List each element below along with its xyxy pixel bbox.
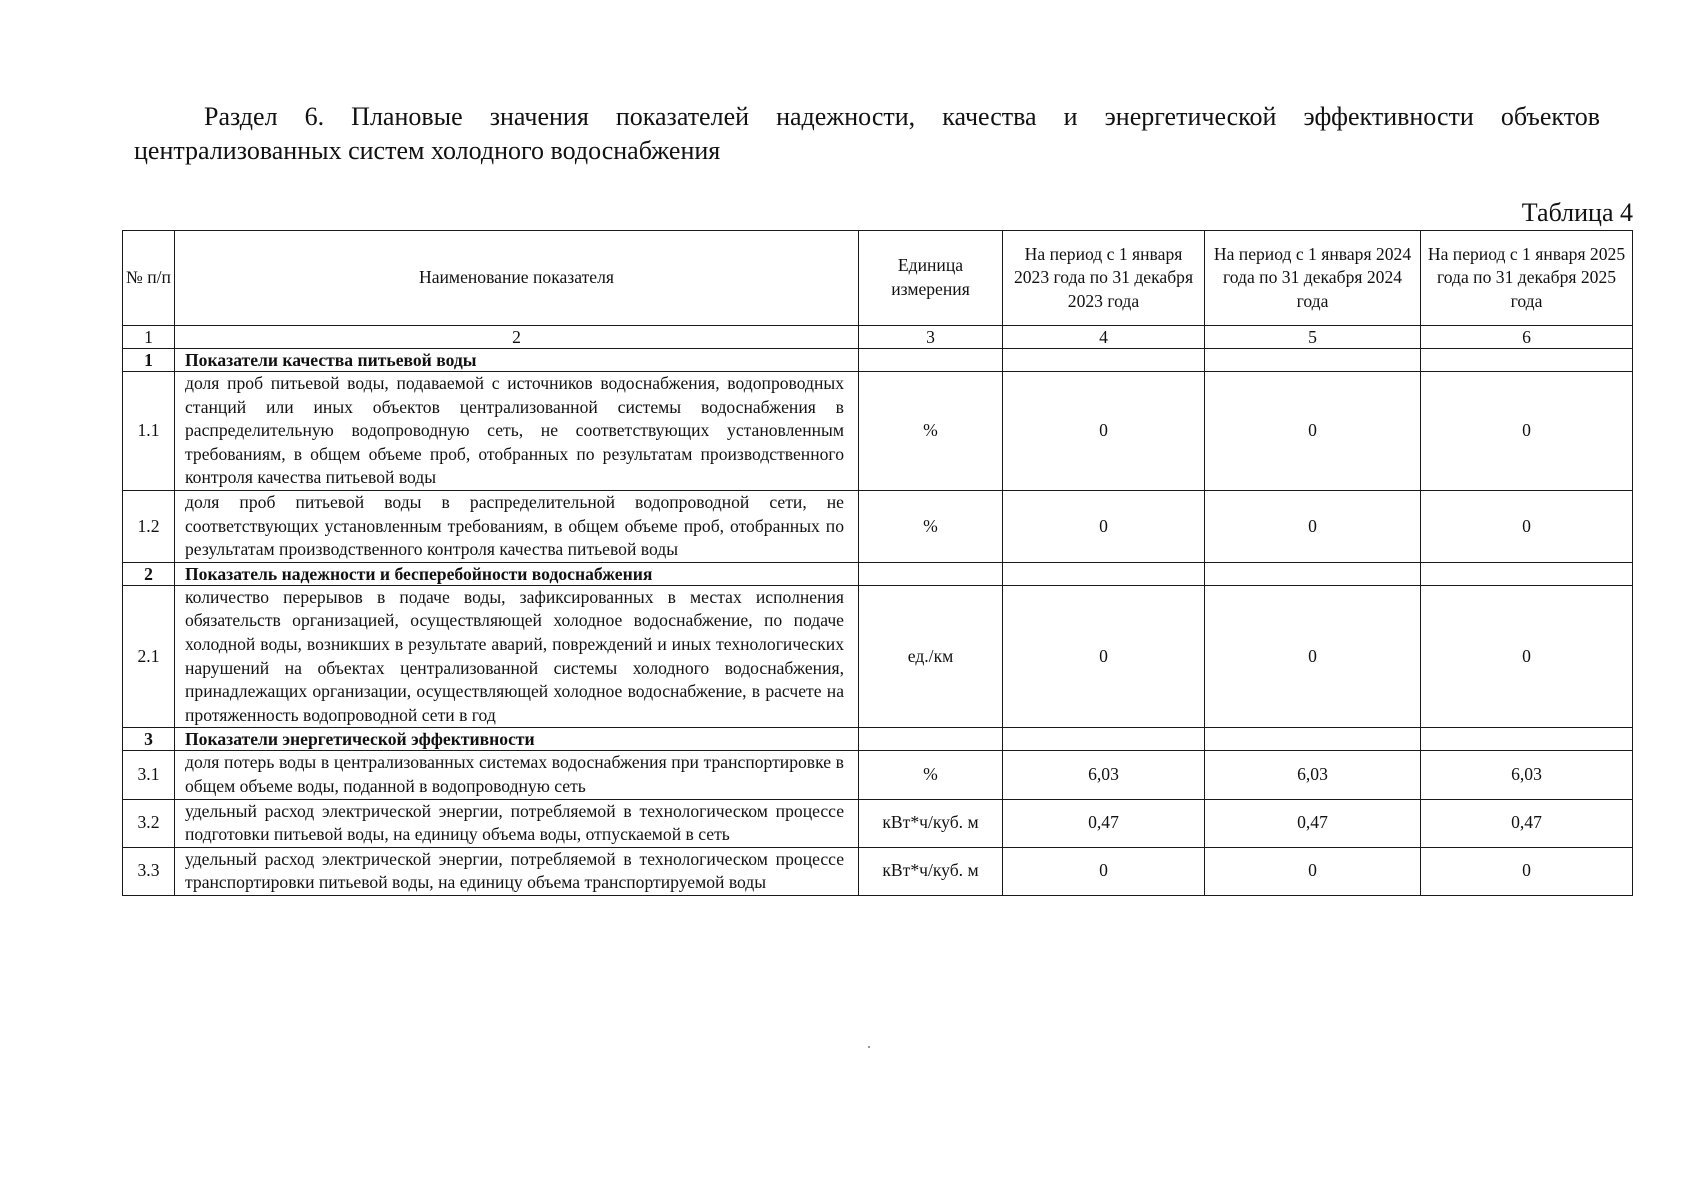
- row-num: 3.2: [123, 799, 175, 847]
- column-number: 2: [175, 326, 859, 349]
- indicator-unit: кВт*ч/куб. м: [859, 847, 1003, 895]
- section-row: [123, 728, 1633, 751]
- header-unit: Единица измерения: [859, 231, 1003, 326]
- table-caption: Таблица 4: [1521, 198, 1633, 227]
- indicator-name: удельный расход электрической энергии, потребляемой в технологическом процессе подготовки питьевой воды, на единицу объема воды, отпускаемой в сеть: [175, 799, 859, 847]
- indicator-unit: ед./км: [859, 585, 1003, 728]
- header-name: Наименование показателя: [175, 231, 859, 326]
- table-row: [123, 490, 1633, 562]
- value-2024: 0: [1205, 847, 1421, 895]
- value-2025: 0: [1421, 490, 1633, 562]
- table-row: [123, 751, 1633, 799]
- header-num: № п/п: [123, 231, 175, 326]
- section-num: 3: [123, 728, 175, 751]
- column-number: 3: [859, 326, 1003, 349]
- section-num: 2: [123, 562, 175, 585]
- scan-speck: [868, 1046, 870, 1048]
- section-row: [123, 349, 1633, 372]
- row-num: 1.2: [123, 490, 175, 562]
- column-number-row: [123, 326, 1633, 349]
- value-2025: 0,47: [1421, 799, 1633, 847]
- column-number: 1: [123, 326, 175, 349]
- value-2025: 0: [1421, 847, 1633, 895]
- indicator-unit: кВт*ч/куб. м: [859, 799, 1003, 847]
- value-2024: 0: [1205, 490, 1421, 562]
- value-2024: 0: [1205, 372, 1421, 491]
- column-number: 4: [1003, 326, 1205, 349]
- table-row: [123, 372, 1633, 491]
- indicator-name: количество перерывов в подаче воды, зафиксированных в местах исполнения обязательств организацией, осуществляющей холодное водоснабжение, по подаче холодной воды, возникших в результате аварий, повреждений и иных технологических нарушений на объектах централизованной системы холодного водоснабжения, принадлежащих организации, осуществляющей холодное водоснабжение, в расчете на протяженность водопроводной сети в год: [175, 585, 859, 728]
- section-title: Показатели энергетической эффективности: [175, 728, 859, 751]
- header-period-2023: На период с 1 января 2023 года по 31 декабря 2023 года: [1003, 231, 1205, 326]
- value-2024: 0: [1205, 585, 1421, 728]
- value-2023: 0: [1003, 490, 1205, 562]
- row-num: 1.1: [123, 372, 175, 491]
- value-2025: 0: [1421, 585, 1633, 728]
- header-row: [123, 231, 1633, 326]
- section-title: Показатели качества питьевой воды: [175, 349, 859, 372]
- value-2024: 0,47: [1205, 799, 1421, 847]
- value-2025: 6,03: [1421, 751, 1633, 799]
- value-2023: 6,03: [1003, 751, 1205, 799]
- indicator-unit: %: [859, 490, 1003, 562]
- row-num: 3.1: [123, 751, 175, 799]
- row-num: 3.3: [123, 847, 175, 895]
- table-row: [123, 585, 1633, 728]
- indicator-name: доля потерь воды в централизованных системах водоснабжения при транспортировке в общем объеме воды, поданной в водопроводную сеть: [175, 751, 859, 799]
- indicator-name: доля проб питьевой воды, подаваемой с источников водоснабжения, водопроводных станций или иных объектов централизованной системы водоснабжения в распределительную водопроводную сеть, не соответствующих установленным требованиям, в общем объеме проб, отобранных по результатам производственного контроля качества питьевой воды: [175, 372, 859, 491]
- heading-line-1: Раздел 6. Плановые значения показателей надежности, качества и энергетической эффективности объектов: [204, 102, 1600, 131]
- indicator-name: доля проб питьевой воды в распределительной водопроводной сети, не соответствующих установленным требованиям, в общем объеме проб, отобранных по результатам производственного контроля качества питьевой воды: [175, 490, 859, 562]
- column-number: 6: [1421, 326, 1633, 349]
- value-2023: 0: [1003, 585, 1205, 728]
- section-heading: [134, 100, 1600, 168]
- indicator-name: удельный расход электрической энергии, потребляемой в технологическом процессе транспортировки питьевой воды, на единицу объема транспортируемой воды: [175, 847, 859, 895]
- section-num: 1: [123, 349, 175, 372]
- table-row: [123, 847, 1633, 895]
- indicator-unit: %: [859, 372, 1003, 491]
- column-number: 5: [1205, 326, 1421, 349]
- value-2025: 0: [1421, 372, 1633, 491]
- section-row: [123, 562, 1633, 585]
- header-period-2024: На период с 1 января 2024 года по 31 декабря 2024 года: [1205, 231, 1421, 326]
- row-num: 2.1: [123, 585, 175, 728]
- indicators-table: [122, 230, 1633, 896]
- header-period-2025: На период с 1 января 2025 года по 31 декабря 2025 года: [1421, 231, 1633, 326]
- table-row: [123, 799, 1633, 847]
- section-title: Показатель надежности и бесперебойности водоснабжения: [175, 562, 859, 585]
- value-2024: 6,03: [1205, 751, 1421, 799]
- indicator-unit: %: [859, 751, 1003, 799]
- value-2023: 0: [1003, 372, 1205, 491]
- value-2023: 0: [1003, 847, 1205, 895]
- heading-line-2: централизованных систем холодного водоснабжения: [134, 136, 721, 165]
- value-2023: 0,47: [1003, 799, 1205, 847]
